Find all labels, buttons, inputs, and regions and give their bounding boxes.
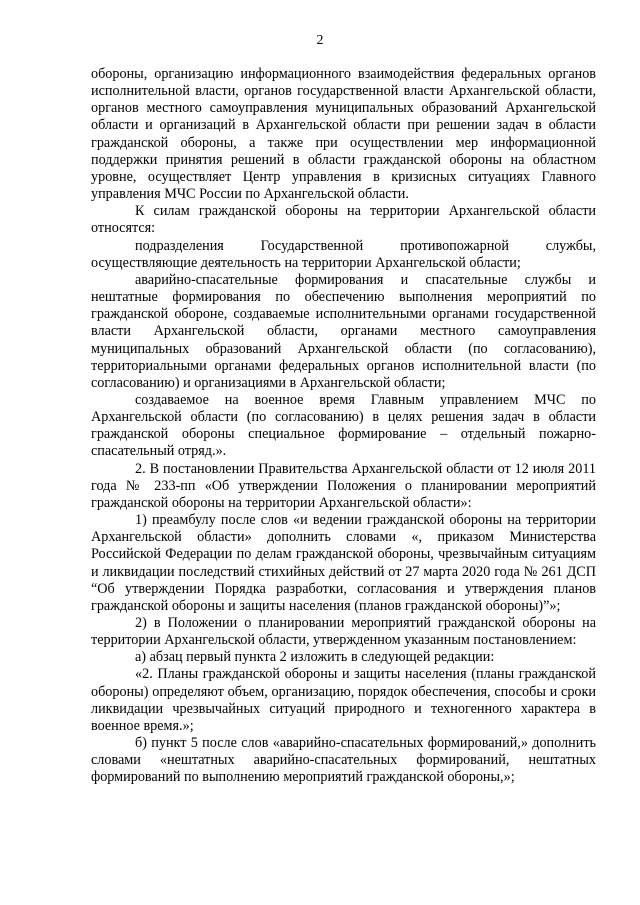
- paragraph-10: «2. Планы гражданской обороны и защиты населения (планы гражданской обороны) определяют объем, организацию, порядок обеспечения, способы и сроки ликвидации чрезвычайных ситуаций природного и техногенного характера в военное время.»;: [91, 666, 596, 734]
- paragraph-1: обороны, организацию информационного взаимодействия федеральных органов исполнительной власти, органов государственной власти Архангельской области, органов местного самоуправления муниципальных образований Архангельской области и организаций в Архангельской области при решении задач в области гражданской обороны, а также при осуществлении мер информационной поддержки принятия решений в области гражданской обороны на областном уровне, осуществляет Центр управления в кризисных ситуациях Главного управления МЧС России по Архангельской области.: [91, 66, 596, 203]
- paragraph-4: аварийно-спасательные формирования и спасательные службы и нештатные формирования по обеспечению выполнения мероприятий по гражданской обороне, создаваемые исполнительными органами государственной власти Архангельской области, органами местного самоуправления муниципальных образований Архангельской области (по согласованию), территориальными органами федеральных органов исполнительной власти (по согласованию) и организациями в Архангельской области;: [91, 271, 596, 391]
- paragraph-2: К силам гражданской обороны на территории Архангельской области относятся:: [91, 203, 596, 237]
- paragraph-9: а) абзац первый пункта 2 изложить в следующей редакции:: [135, 649, 495, 666]
- paragraph-3: подразделения Государственной противопожарной службы, осуществляющие деятельность на территории Архангельской области;: [91, 237, 596, 271]
- paragraph-11: б) пункт 5 после слов «аварийно-спасательных формирований,» дополнить словами «нештатных аварийно-спасательных формирований, нештатных формирований по выполнению мероприятий гражданской обороны,»;: [91, 735, 596, 786]
- paragraph-5: создаваемое на военное время Главным управлением МЧС по Архангельской области (по согласованию) в целях решения задач в области гражданской обороны специальное формирование – отдельный пожарно-спасательный отряд.».: [91, 391, 596, 460]
- paragraph-6: 2. В постановлении Правительства Архангельской области от 12 июля 2011 года № 233-пп «Об утверждении Положения о планировании мероприятий гражданской обороны на территории Архангельской области»:: [91, 460, 596, 511]
- paragraph-7: 1) преамбулу после слов «и ведении гражданской обороны на территории Архангельской области» дополнить словами «, приказом Министерства Российской Федерации по делам гражданской обороны, чрезвычайным ситуациям и ликвидации последствий стихийных действий от 27 марта 2020 года № 261 ДСП “Об утверждении Порядка разработки, согласования и утверждения планов гражданской обороны и защиты населения (планов гражданской обороны)”»;: [91, 512, 596, 614]
- document-body: [91, 66, 596, 787]
- paragraph-8: 2) в Положении о планировании мероприятий гражданской обороны на территории Архангельской области, утвержденном указанным постановлением:: [91, 615, 596, 649]
- page-number: 2: [316, 33, 324, 48]
